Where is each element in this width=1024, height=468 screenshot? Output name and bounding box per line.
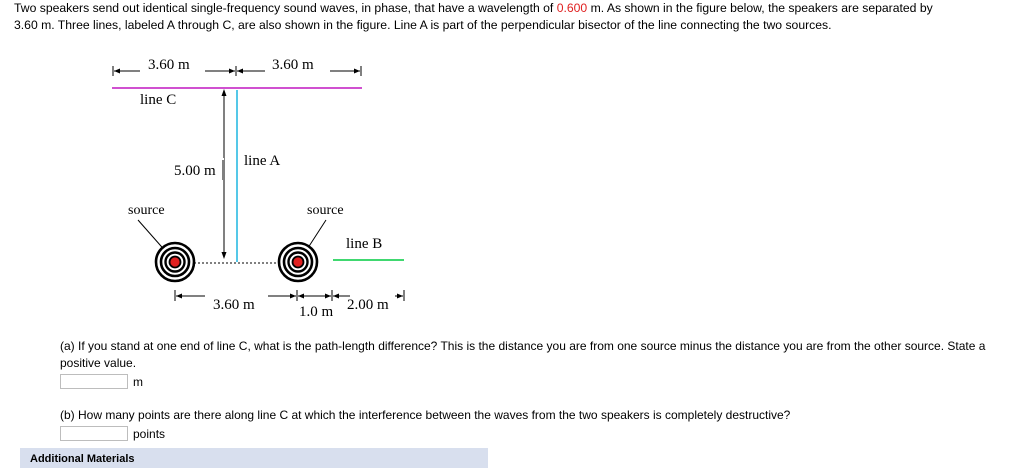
line-b-label: line B — [346, 236, 383, 252]
top-dim-right-label: 3.60 m — [272, 57, 314, 73]
problem-intro-part1: Two speakers send out identical single-frequency sound waves, in phase, that have a wavelength of — [14, 1, 557, 15]
question-a-unit: m — [133, 374, 143, 389]
speaker-figure — [0, 0, 520, 330]
question-a-answer-row — [60, 372, 143, 391]
source-left-label: source — [128, 203, 165, 218]
line-c-label: line C — [140, 92, 177, 108]
question-b-unit: points — [133, 426, 166, 441]
question-b-answer-input[interactable] — [60, 426, 128, 441]
additional-materials-bar[interactable] — [20, 448, 488, 468]
left-speaker-icon — [156, 243, 194, 281]
problem-intro-part2: m. As shown in the figure below, the speakers are separated by — [587, 1, 933, 15]
right-speaker-icon — [279, 243, 317, 281]
vertical-dim-label: 5.00 m — [174, 163, 216, 179]
line-a-label: line A — [244, 153, 281, 169]
question-b-text: (b) How many points are there along line C at which the interference between the waves from the two speakers is completely destructive? — [60, 408, 791, 422]
bottom-dim-lineb-label: 2.00 m — [347, 297, 389, 313]
bottom-dim-gap-label: 1.0 m — [299, 304, 334, 320]
question-a-text: (a) If you stand at one end of line C, what is the path-length difference? This is the distance you are from one source minus the distance you are from the other source. State a positive value. — [60, 339, 986, 370]
additional-materials-label: Additional Materials — [30, 453, 135, 465]
source-right-label: source — [307, 203, 344, 218]
problem-intro-line2: 3.60 m. Three lines, labeled A through C, are also shown in the figure. Line A is part of the perpendicular bisector of the line connecting the two sources. — [14, 18, 832, 32]
bottom-dim-sep-label: 3.60 m — [213, 297, 255, 313]
question-b-answer-row — [60, 424, 165, 443]
top-dim-left-label: 3.60 m — [148, 57, 190, 73]
question-a-answer-input[interactable] — [60, 374, 128, 389]
wavelength-value: 0.600 — [556, 1, 588, 15]
